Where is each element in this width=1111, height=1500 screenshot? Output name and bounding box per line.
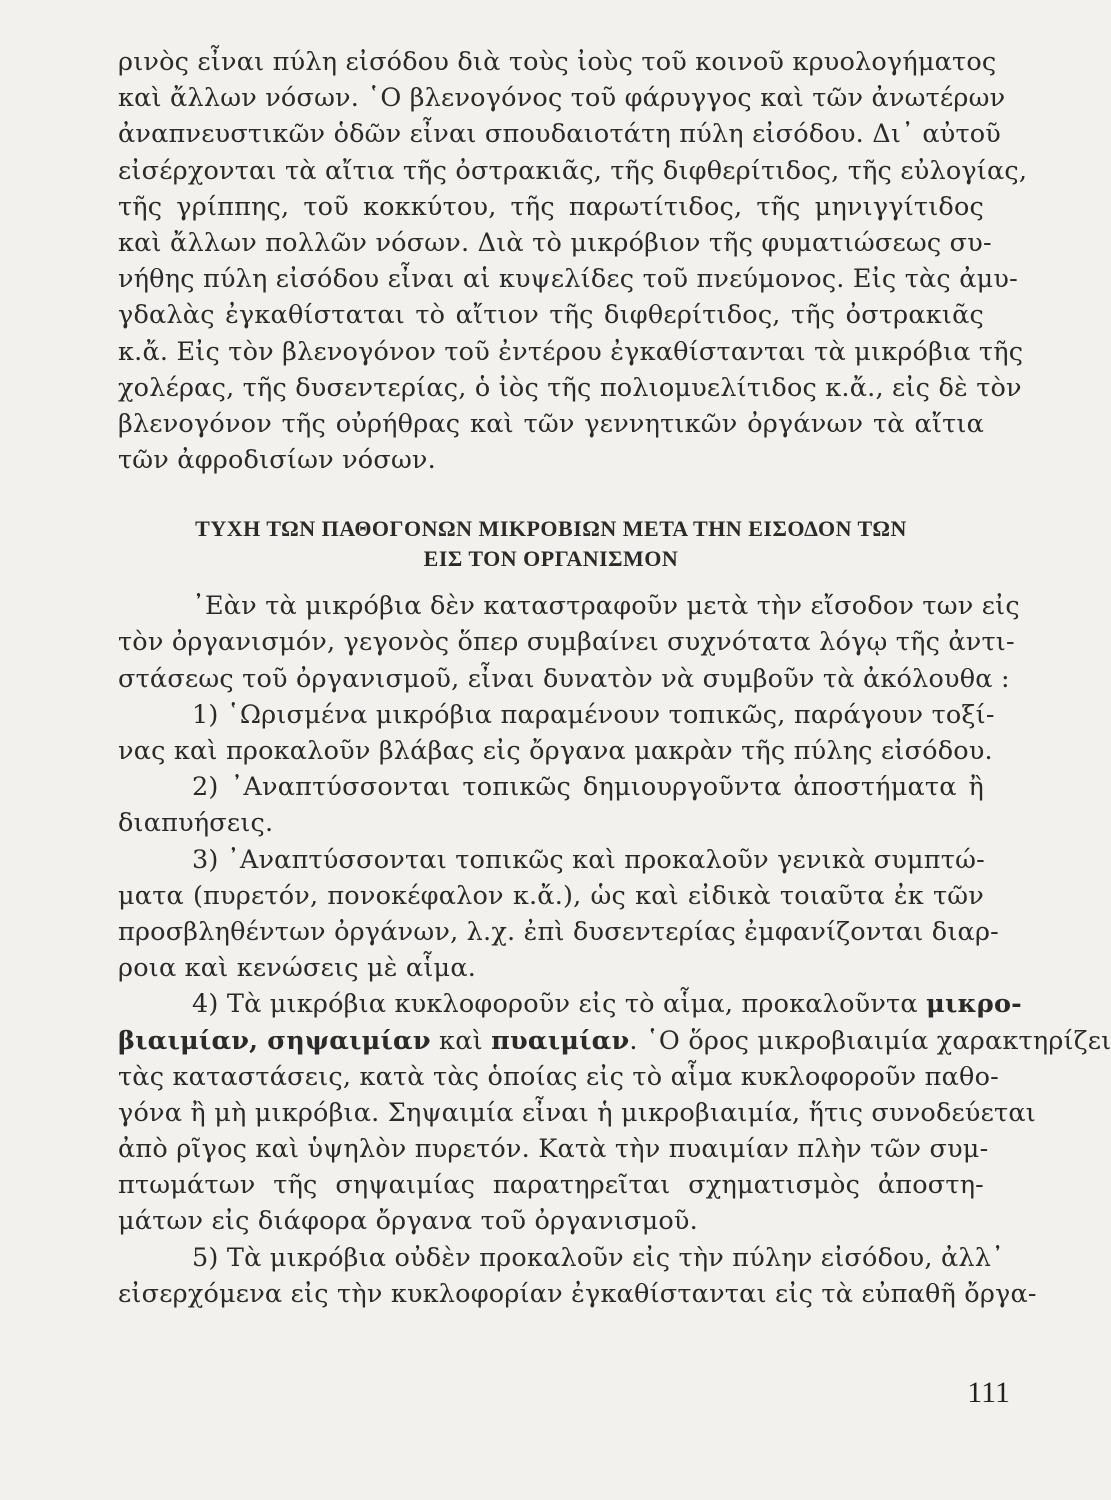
body-paragraphs	[118, 588, 1111, 1312]
text-line: τῶν ἀφροδισίων νόσων.	[118, 445, 436, 476]
section-heading	[118, 514, 984, 574]
text-line: καὶ ἄλλων πολλῶν νόσων. Διὰ τὸ μικρόβιον τῆς φυματιώσεως συ-	[118, 227, 992, 258]
text-line: βλενογόνον τῆς οὐρήθρας καὶ τῶν γεννητικῶν ὀργάνων τὰ αἴτια	[118, 408, 984, 439]
text-line: τῆς γρίππης, τοῦ κοκκύτου, τῆς παρωτίτιδος, τῆς μηνιγγίτιδος	[118, 191, 984, 222]
item-2-line: διαπυήσεις.	[118, 808, 274, 839]
text-line: κ.ἄ. Εἰς τὸν βλενογόνον τοῦ ἐντέρου ἐγκαθίστανται τὰ μικρόβια τῆς	[118, 336, 1024, 367]
item-4-line: ἀπὸ ρῖγος καὶ ὑψηλὸν πυρετόν. Κατὰ τὴν πυαιμίαν πλὴν τῶν συμ-	[118, 1134, 989, 1165]
item-4-text: . ῾Ο ὅρος μικροβιαιμία χαρακτηρίζει	[629, 1025, 1111, 1056]
text-line: καὶ ἄλλων νόσων. ῾Ο βλενογόνος τοῦ φάρυγγος καὶ τῶν ἀνωτέρων	[118, 83, 1006, 114]
intro-paragraph	[118, 44, 1028, 478]
text-line: χολέρας, τῆς δυσεντερίας, ὁ ἰὸς τῆς πολιομυελίτιδος κ.ἄ., εἰς δὲ τὸν	[118, 372, 1022, 403]
item-4-text: καὶ	[430, 1025, 492, 1056]
item-4-line: πτωμάτων τῆς σηψαιμίας παρατηρεῖται σχηματισμὸς ἀποστη-	[118, 1170, 984, 1201]
item-4-line	[118, 1023, 1111, 1059]
text-line: γδαλὰς ἐγκαθίσταται τὸ αἴτιον τῆς διφθερίτιδος, τῆς ὀστρακιᾶς	[118, 300, 984, 331]
bold-term: πυαιμίαν	[491, 1025, 630, 1056]
item-3-line: ματα (πυρετόν, πονοκέφαλον κ.ἄ.), ὡς καὶ εἰδικὰ τοιαῦτα ἐκ τῶν	[118, 880, 984, 911]
item-4-line	[118, 986, 1022, 1022]
text-line: ἀναπνευστικῶν ὁδῶν εἶναι σπουδαιοτάτη πύλη εἰσόδου. Δι᾽ αὐτοῦ	[118, 119, 1002, 150]
item-4-line: μάτων εἰς διάφορα ὄργανα τοῦ ὀργανισμοῦ.	[118, 1206, 698, 1237]
item-1-line: 1) ῾Ωρισμένα μικρόβια παραμένουν τοπικῶς, παράγουν τοξί-	[192, 699, 995, 730]
bold-term: βιαιμίαν, σηψαιμίαν	[118, 1025, 431, 1056]
item-3-line: 3) ᾿Αναπτύσσονται τοπικῶς καὶ προκαλοῦν γενικὰ συμπτώ-	[192, 844, 985, 875]
item-1-line: νας καὶ προκαλοῦν βλάβας εἰς ὄργανα μακρὰν τῆς πύλης εἰσόδου.	[118, 736, 993, 766]
item-4-line: τὰς καταστάσεις, κατὰ τὰς ὁποίας εἰς τὸ αἷμα κυκλοφοροῦν παθο-	[118, 1061, 999, 1092]
text-line: τὸν ὀργανισμόν, γεγονὸς ὅπερ συμβαίνει συχνότατα λόγῳ τῆς ἀντι-	[118, 627, 1015, 658]
item-2-line: 2) ᾿Αναπτύσσονται τοπικῶς δημιουργοῦντα ἀποστήματα ἢ	[192, 772, 984, 803]
heading-line-2: ΕΙΣ ΤΟΝ ΟΡΓΑΝΙΣΜΟΝ	[423, 546, 679, 572]
text-line: νήθης πύλη εἰσόδου εἶναι αἱ κυψελίδες τοῦ πνεύμονος. Εἰς τὰς ἀμυ-	[118, 264, 1018, 295]
text-line: ρινὸς εἶναι πύλη εἰσόδου διὰ τοὺς ἰοὺς τοῦ κοινοῦ κρυολογήματος	[118, 47, 997, 77]
heading-line-1: ΤΥΧΗ ΤΩΝ ΠΑΘΟΓΟΝΩΝ ΜΙΚΡΟΒΙΩΝ ΜΕΤΑ ΤΗΝ ΕΙΣΟΔΟΝ ΤΩΝ	[195, 516, 907, 542]
page-number: 111	[967, 1376, 1010, 1409]
text-line: εἰσέρχονται τὰ αἴτια τῆς ὀστρακιᾶς, τῆς διφθερίτιδος, τῆς εὐλογίας,	[118, 155, 1028, 186]
bold-term: μικρο-	[926, 989, 1022, 1020]
text-line: στάσεως τοῦ ὀργανισμοῦ, εἶναι δυνατὸν νὰ συμβοῦν τὰ ἀκόλουθα :	[118, 663, 1010, 694]
item-4-text: 4) Τὰ μικρόβια κυκλοφοροῦν εἰς τὸ αἷμα, προκαλοῦντα	[192, 989, 927, 1020]
item-4-line: γόνα ἢ μὴ μικρόβια. Σηψαιμία εἶναι ἡ μικροβιαιμία, ἥτις συνοδεύεται	[118, 1097, 1036, 1128]
item-3-line: ροια καὶ κενώσεις μὲ αἷμα.	[118, 953, 477, 984]
text-line: ᾿Εὰν τὰ μικρόβια δὲν καταστραφοῦν μετὰ τὴν εἴσοδον των εἰς	[192, 591, 1020, 622]
item-5-line: 5) Τὰ μικρόβια οὐδὲν προκαλοῦν εἰς τὴν πύλην εἰσόδου, ἀλλ᾽	[192, 1242, 1005, 1273]
item-5-line: εἰσερχόμενα εἰς τὴν κυκλοφορίαν ἐγκαθίστανται εἰς τὰ εὐπαθῆ ὄργα-	[118, 1278, 1037, 1309]
item-3-line: προσβληθέντων ὀργάνων, λ.χ. ἐπὶ δυσεντερίας ἐμφανίζονται διαρ-	[118, 916, 999, 947]
